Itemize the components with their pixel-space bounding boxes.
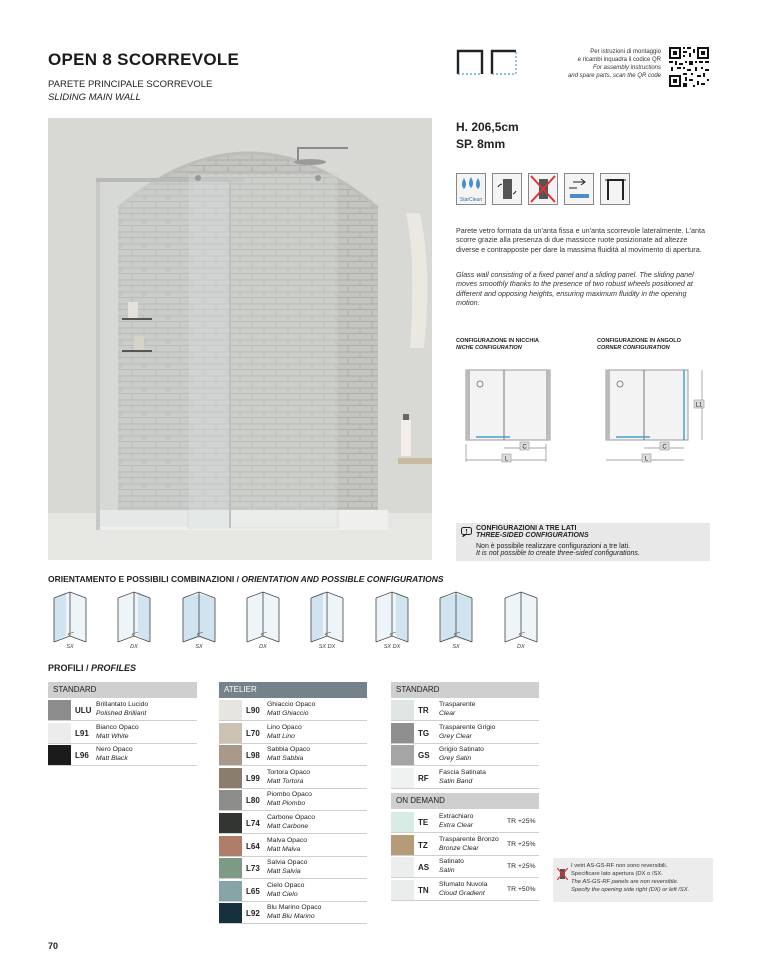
svg-text:C: C bbox=[522, 444, 527, 451]
color-swatch bbox=[391, 700, 414, 720]
orientation-label: SX DX bbox=[318, 644, 336, 650]
corner-config-diagram bbox=[602, 362, 712, 470]
standard-glass-header: STANDARD bbox=[391, 682, 539, 698]
finish-name-english: Matt Ghiaccio bbox=[267, 710, 309, 717]
orientation-item bbox=[112, 590, 156, 656]
finish-name-italian: Trasparente Grigio bbox=[439, 723, 496, 731]
atelier-profile-row bbox=[219, 835, 367, 857]
orientation-title: ORIENTAMENTO E POSSIBILI COMBINAZIONI / ORIENTATION AND POSSIBLE CONFIGURATIONS bbox=[48, 574, 444, 584]
subtitle-italian: PARETE PRINCIPALE SCORREVOLE bbox=[48, 79, 213, 90]
orientation-item bbox=[48, 590, 92, 656]
color-swatch bbox=[219, 723, 242, 743]
orientation-label: SX bbox=[66, 644, 74, 650]
svg-text:L: L bbox=[504, 456, 509, 463]
atelier-profile-row bbox=[219, 722, 367, 744]
finish-code: L64 bbox=[246, 841, 260, 851]
finish-code: ULU bbox=[75, 706, 92, 715]
finish-name-english: Matt Tortora bbox=[267, 777, 304, 785]
orientation-item bbox=[434, 590, 478, 656]
finish-name-english: Polished Brilliant bbox=[96, 710, 147, 717]
finish-name-italian: Brillantato Lucido bbox=[96, 701, 149, 708]
finish-name-italian: Salvia Opaco bbox=[267, 859, 308, 867]
finish-name-english: Cloud Gradient bbox=[439, 889, 485, 897]
finish-name-italian: Ghiaccio Opaco bbox=[267, 701, 316, 708]
finish-price: TR +25% bbox=[507, 863, 536, 871]
finish-code: L74 bbox=[246, 819, 260, 828]
orientation-label: DX bbox=[517, 644, 525, 650]
feature-icons bbox=[456, 173, 630, 205]
spec-thickness: SP. 8mm bbox=[456, 137, 506, 151]
finish-name-english: Matt Cielo bbox=[267, 890, 298, 898]
product-photo bbox=[48, 118, 432, 560]
finish-name-italian: Satinato bbox=[439, 858, 464, 866]
finish-name-english: Matt Black bbox=[96, 755, 128, 763]
finish-name-italian: Bianco Opaco bbox=[96, 723, 139, 731]
finish-price: TR +25% bbox=[507, 840, 536, 848]
finish-name-italian: Nero Opaco bbox=[96, 746, 133, 754]
standard-glass-row bbox=[391, 744, 539, 766]
finish-name-italian: Fascia Satinata bbox=[439, 768, 486, 776]
finish-price: TR +50% bbox=[507, 885, 536, 893]
finish-name-italian: Grigio Satinato bbox=[439, 746, 484, 754]
finish-code: L65 bbox=[246, 886, 260, 896]
finish-code: L73 bbox=[246, 864, 260, 874]
color-swatch bbox=[219, 700, 242, 720]
finish-name-english: Matt Malva bbox=[267, 845, 301, 853]
finish-name-english: Extra Clear bbox=[439, 822, 473, 829]
color-swatch bbox=[219, 903, 242, 923]
subtitle-english: SLIDING MAIN WALL bbox=[48, 92, 141, 103]
atelier-profile-row bbox=[219, 767, 367, 789]
qr-code[interactable] bbox=[668, 46, 710, 88]
finish-name-english: Satin bbox=[439, 867, 455, 875]
finish-name-english: Matt Blu Marino bbox=[267, 913, 315, 921]
finish-code: TN bbox=[418, 885, 429, 895]
standard-profiles-header: STANDARD bbox=[48, 682, 197, 698]
starclean-icon: StarClean bbox=[456, 173, 486, 205]
niche-config-label: CONFIGURAZIONE IN NICCHIA NICHE CONFIGURATION bbox=[456, 338, 539, 351]
standard-profile-row bbox=[48, 699, 197, 721]
orientation-label: SX DX bbox=[383, 644, 401, 650]
color-swatch bbox=[391, 835, 414, 855]
orientation-label: DX bbox=[130, 644, 138, 650]
color-swatch bbox=[219, 768, 242, 788]
finish-name-english: Matt Sabbia bbox=[267, 755, 304, 763]
finish-code: L92 bbox=[246, 909, 260, 919]
orientation-item bbox=[241, 590, 285, 656]
finish-name-italian: Extrachiaro bbox=[439, 813, 474, 820]
color-swatch bbox=[391, 880, 414, 900]
orientation-label: SX bbox=[452, 644, 460, 650]
profiles-title: PROFILI / PROFILES bbox=[48, 663, 137, 673]
finish-code: L99 bbox=[246, 773, 260, 783]
standard-profile-row bbox=[48, 722, 197, 744]
finish-name-english: Matt Piombo bbox=[267, 800, 306, 808]
spec-height: H. 206,5cm bbox=[456, 120, 519, 134]
reversible-icon bbox=[492, 173, 522, 205]
on-demand-glass-row bbox=[391, 879, 539, 901]
standard-glass-row bbox=[391, 722, 539, 744]
info-icon bbox=[461, 527, 472, 537]
atelier-profile-row bbox=[219, 744, 367, 766]
color-swatch bbox=[219, 858, 242, 878]
atelier-profile-row bbox=[219, 902, 367, 924]
finish-code: L80 bbox=[246, 796, 260, 806]
finish-name-italian: Piombo Opaco bbox=[267, 791, 312, 799]
color-swatch bbox=[391, 812, 414, 832]
atelier-profile-row bbox=[219, 812, 367, 834]
orientation-item bbox=[305, 590, 349, 656]
finish-code: RF bbox=[418, 773, 429, 783]
finish-name-italian: Sabbia Opaco bbox=[267, 746, 311, 754]
atelier-profiles-header: ATELIER bbox=[219, 682, 367, 698]
color-swatch bbox=[219, 836, 242, 856]
finish-code: TE bbox=[418, 818, 429, 827]
finish-code: TZ bbox=[418, 840, 428, 850]
page-title: OPEN 8 SCORREVOLE bbox=[48, 50, 240, 69]
finish-code: L70 bbox=[246, 728, 260, 738]
standard-profile-row bbox=[48, 744, 197, 766]
atelier-profile-row bbox=[219, 699, 367, 721]
svg-text:C: C bbox=[662, 444, 667, 451]
finish-name-english: Matt Carbone bbox=[267, 823, 309, 830]
on-demand-glass-row bbox=[391, 834, 539, 856]
atelier-profile-row bbox=[219, 880, 367, 902]
on-demand-glass-row bbox=[391, 811, 539, 833]
finish-price: TR +25% bbox=[507, 818, 536, 825]
finish-name-italian: Lino Opaco bbox=[267, 723, 302, 731]
shower-tray-icon bbox=[564, 173, 594, 205]
standard-glass-row bbox=[391, 767, 539, 789]
atelier-profile-row bbox=[219, 857, 367, 879]
color-swatch bbox=[391, 768, 414, 788]
color-swatch bbox=[48, 723, 71, 743]
atelier-profile-row bbox=[219, 789, 367, 811]
svg-text:L: L bbox=[644, 456, 649, 463]
color-swatch bbox=[391, 745, 414, 765]
finish-code: L98 bbox=[246, 751, 260, 761]
finish-code: L90 bbox=[246, 706, 260, 715]
product-line-logo bbox=[456, 48, 518, 76]
description-english: Glass wall consisting of a fixed panel and a sliding panel. The sliding panel moves smoothly thanks to the presence of two robust wheels positioned at different and opposing heights, ensuring maximum fluidity in the opening motion. bbox=[456, 270, 694, 308]
color-swatch bbox=[391, 857, 414, 877]
finish-name-italian: Carbone Opaco bbox=[267, 814, 315, 821]
finish-name-italian: Trasparente Bronzo bbox=[439, 835, 499, 843]
finish-name-italian: Sfumato Nuvola bbox=[439, 880, 488, 888]
corner-config-label: CONFIGURAZIONE IN ANGOLO CORNER CONFIGURATION bbox=[597, 338, 682, 351]
non-reversible-note: I vetri AS-GS-RF non sono reversibili. Specificare lato apertura (DX o /SX. The AS-GS-RF panels are non reversible. Specify the opening side right (DX) or left /SX. bbox=[553, 858, 713, 902]
color-swatch bbox=[48, 700, 71, 720]
finish-name-english: Satin Band bbox=[439, 777, 473, 785]
niche-config-diagram bbox=[462, 362, 558, 470]
finish-code: AS bbox=[418, 863, 430, 873]
qr-instructions: Per istruzioni di montaggio e ricambi inquadra il codice QR For assembly instructions and spare parts, scan the QR code bbox=[567, 49, 661, 79]
finish-name-english: Matt Lino bbox=[267, 732, 295, 740]
not-reversible-small-icon bbox=[557, 868, 568, 880]
color-swatch bbox=[219, 881, 242, 901]
color-swatch bbox=[48, 745, 71, 765]
finish-name-italian: Malva Opaco bbox=[267, 836, 308, 844]
finish-name-italian: Cielo Opaco bbox=[267, 881, 305, 889]
finish-name-english: Grey Clear bbox=[439, 732, 472, 740]
color-swatch bbox=[391, 723, 414, 743]
finish-code: L96 bbox=[75, 751, 89, 761]
description-italian: Parete vetro formata da un'anta fissa e un'anta scorrevole lateralmente. L'anta scorre grazie alla presenza di due massicce ruote posizionate ad altezze diverse e contrapposte per dare la massima fluidità al movimento di apertura. bbox=[456, 226, 706, 254]
three-sided-note: CONFIGURAZIONI A TRE LATI THREE-SIDED CONFIGURATIONS Non è possibile realizzare configurazioni a tre lati. It is not possible to create three-sided configurations. bbox=[456, 523, 710, 561]
standard-glass-row bbox=[391, 699, 539, 721]
finish-name-english: Matt White bbox=[96, 732, 129, 740]
svg-text:L1: L1 bbox=[695, 402, 703, 409]
finish-name-english: Clear bbox=[439, 710, 456, 717]
finish-code: TR bbox=[418, 706, 429, 715]
on-demand-glass-row bbox=[391, 856, 539, 878]
finish-name-italian: Blu Marino Opaco bbox=[267, 904, 322, 912]
color-swatch bbox=[219, 790, 242, 810]
on-demand-glass-header: ON DEMAND bbox=[391, 793, 539, 809]
finish-name-english: Matt Salvia bbox=[267, 868, 301, 876]
finish-name-english: Bronze Clear bbox=[439, 844, 479, 852]
not-reversible-icon bbox=[528, 173, 558, 205]
page-number: 70 bbox=[48, 941, 59, 951]
finish-code: TG bbox=[418, 728, 430, 738]
finish-code: L91 bbox=[75, 728, 89, 738]
color-swatch bbox=[219, 745, 242, 765]
orientation-item bbox=[499, 590, 543, 656]
profile-frame-icon bbox=[600, 173, 630, 205]
finish-name-english: Grey Satin bbox=[439, 755, 472, 763]
color-swatch bbox=[219, 813, 242, 833]
finish-code: GS bbox=[418, 751, 430, 761]
orientation-label: DX bbox=[259, 644, 267, 650]
orientation-label: SX bbox=[195, 644, 203, 650]
orientation-item bbox=[177, 590, 221, 656]
finish-name-italian: Trasparente bbox=[439, 701, 476, 708]
finish-name-italian: Tortora Opaco bbox=[267, 768, 311, 776]
orientation-item bbox=[370, 590, 414, 656]
